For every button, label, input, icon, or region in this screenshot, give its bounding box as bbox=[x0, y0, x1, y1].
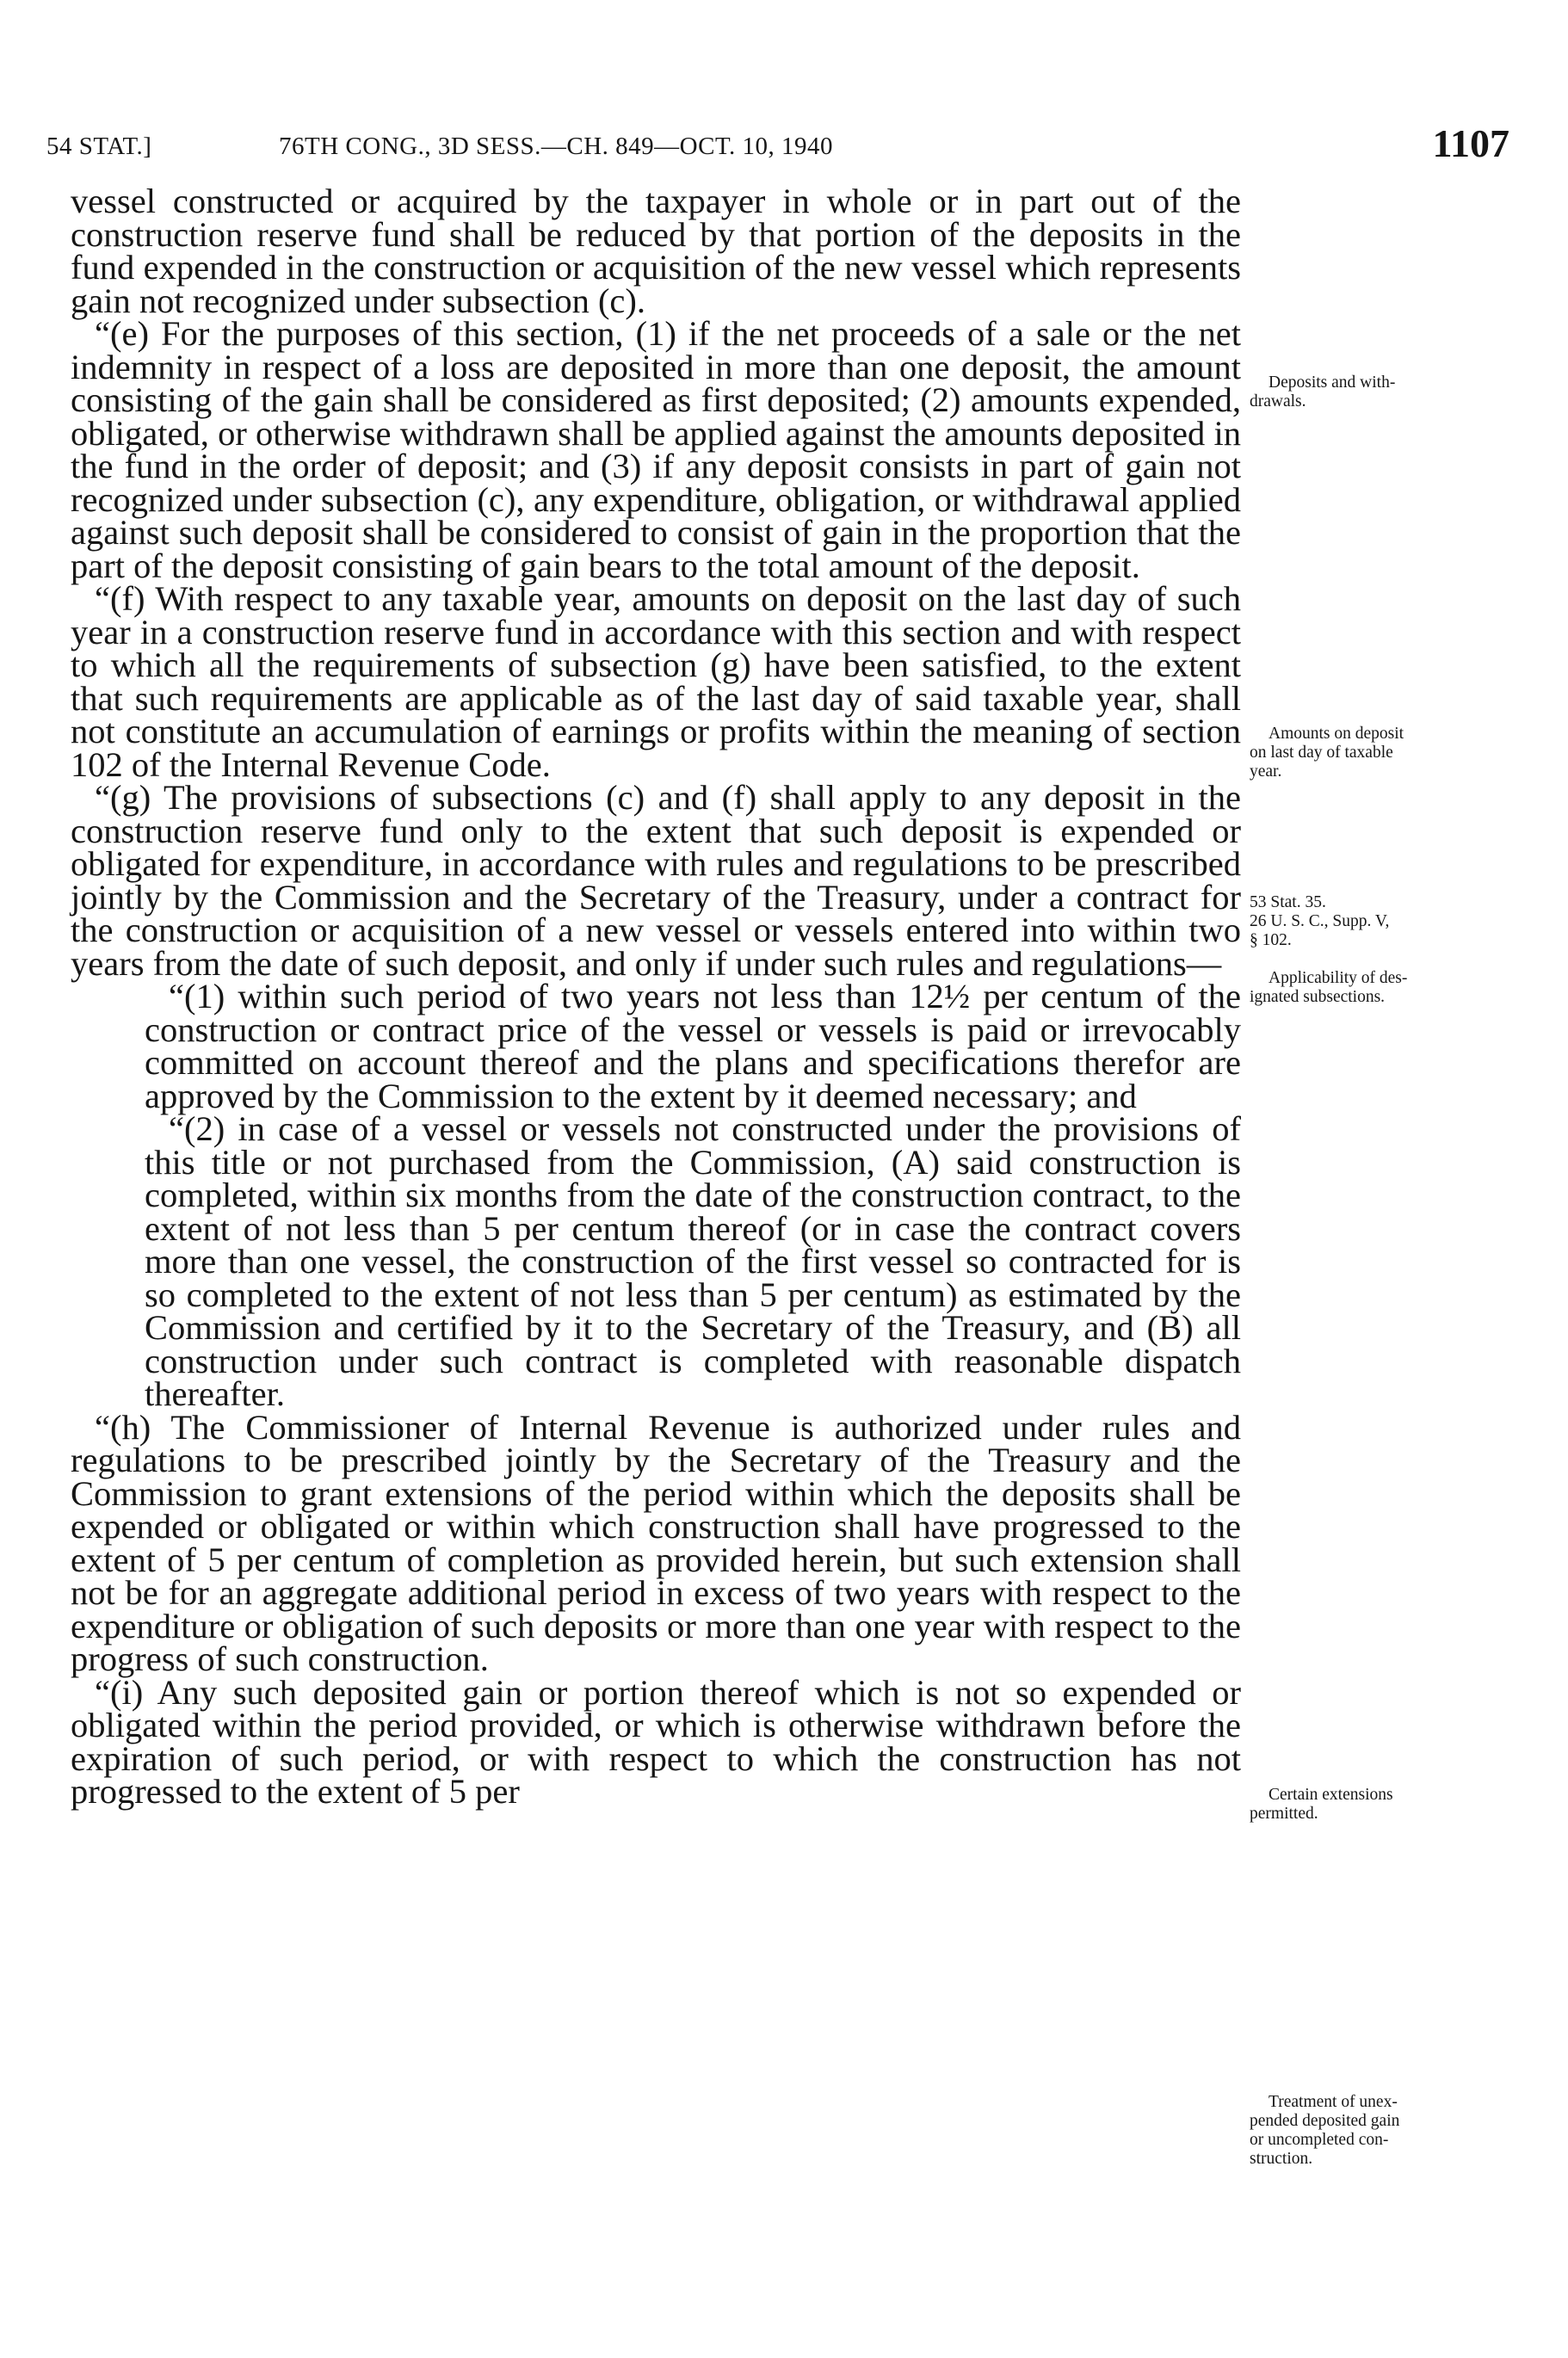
paragraph-item-2: “(2) in case of a vessel or vessels not constructed under the provisions of this title or not purchased from the Commission, (A) said construction is completed, within six months from the date of the construction contract, to the extent of not less than 5 per centum thereof (or in case the contract covers more than one vessel, the construction of the first vessel so contracted for is so completed to the extent of not less than 5 per centum) as estimated by the Commission and certified by it to the Secretary of the Treasury, and (B) all construction under such contract is completed with reasonable dispatch thereafter. bbox=[145, 1109, 1241, 1413]
paragraph-item-1: “(1) within such period of two years not less than 12½ per centum of the construction or contract price of the vessel or vessels is paid or irrevocably committed on account thereof and the plans and specifications therefor are approved by the Commission to the extent by it deemed necessary; and bbox=[145, 977, 1241, 1115]
main-text-column bbox=[71, 182, 1241, 1811]
paragraph-subsection-h: “(h) The Commissioner of Internal Revenue is authorized under rules and regulations to be prescribed jointly by the Secretary of the Treasury and the Commission to grant extensions of the period within which the deposits shall be expended or obligated or within which construction shall have progressed to the extent of 5 per centum of completion as provided herein, but such extension shall not be for an aggregate additional period in excess of two years with respect to the expenditure or obligation of such deposits or more than one year with respect to the progress of such construction. bbox=[71, 1407, 1241, 1678]
running-head bbox=[46, 120, 1509, 172]
paragraph-subsection-g: “(g) The provisions of subsections (c) and (f) shall apply to any deposit in the construction reserve fund only to the extent that such deposit is expended or obligated for expenditure, in accordance with rules and regulations to be prescribed jointly by the Commission and the Secretary of the Treasury, under a contract for the construction or acquisition of a new vessel or vessels entered into within two years from the date of such deposit, and only if under such rules and regulations— bbox=[71, 778, 1241, 983]
paragraph-subsection-f: “(f) With respect to any taxable year, amounts on deposit on the last day of such year in a construction reserve fund in accordance with this section and with respect to which all the requirements of subsection (g) have been satisfied, to the extent that such requirements are applicable as of the last day of said taxable year, shall not constitute an accumulation of earnings or profits within the meaning of section 102 of the Internal Revenue Code. bbox=[71, 579, 1241, 784]
volume-reference: 54 STAT.] bbox=[46, 133, 152, 160]
sidenote-citation: 53 Stat. 35. 26 U. S. C., Supp. V, § 102. bbox=[1250, 893, 1390, 949]
sidenote-treatment: Treatment of unex- pended deposited gain or uncompleted con- struction. bbox=[1250, 2093, 1400, 2168]
sidenote-applicability: Applicability of des- ignated subsections. bbox=[1250, 969, 1408, 1006]
page-number: 1107 bbox=[1432, 121, 1509, 165]
sidenote-amounts-on-deposit: Amounts on deposit on last day of taxable year. bbox=[1250, 725, 1404, 781]
paragraph-continuation: vessel constructed or acquired by the taxpayer in whole or in part out of the construction reserve fund shall be reduced by that portion of the deposits in the fund expended in the construction or acquisition of the new vessel which represents gain not recognized under subsection (c). bbox=[71, 182, 1241, 320]
sidenote-extensions: Certain extensions permitted. bbox=[1250, 1786, 1393, 1823]
sidenote-deposits-withdrawals: Deposits and with- drawals. bbox=[1250, 373, 1396, 410]
paragraph-subsection-i: “(i) Any such deposited gain or portion thereof which is not so expended or obligated within the period provided, or which is otherwise withdrawn before the expiration of such period, or with respect to which the construction has not progressed to the extent of 5 per bbox=[71, 1672, 1241, 1811]
session-reference: 76TH CONG., 3D SESS.—CH. 849—OCT. 10, 1940 bbox=[279, 133, 834, 160]
paragraph-subsection-e: “(e) For the purposes of this section, (1) if the net proceeds of a sale or the net indemnity in respect of a loss are deposited in more than one deposit, the amount consisting of the gain shall be considered as first deposited; (2) amounts expended, obligated, or otherwise withdrawn shall be applied against the amounts deposited in the fund in the order of deposit; and (3) if any deposit consists in part of gain not recognized under subsection (c), any expenditure, obligation, or withdrawal applied against such deposit shall be considered to consist of gain in the proportion that the part of the deposit consisting of gain bears to the total amount of the deposit. bbox=[71, 314, 1241, 585]
